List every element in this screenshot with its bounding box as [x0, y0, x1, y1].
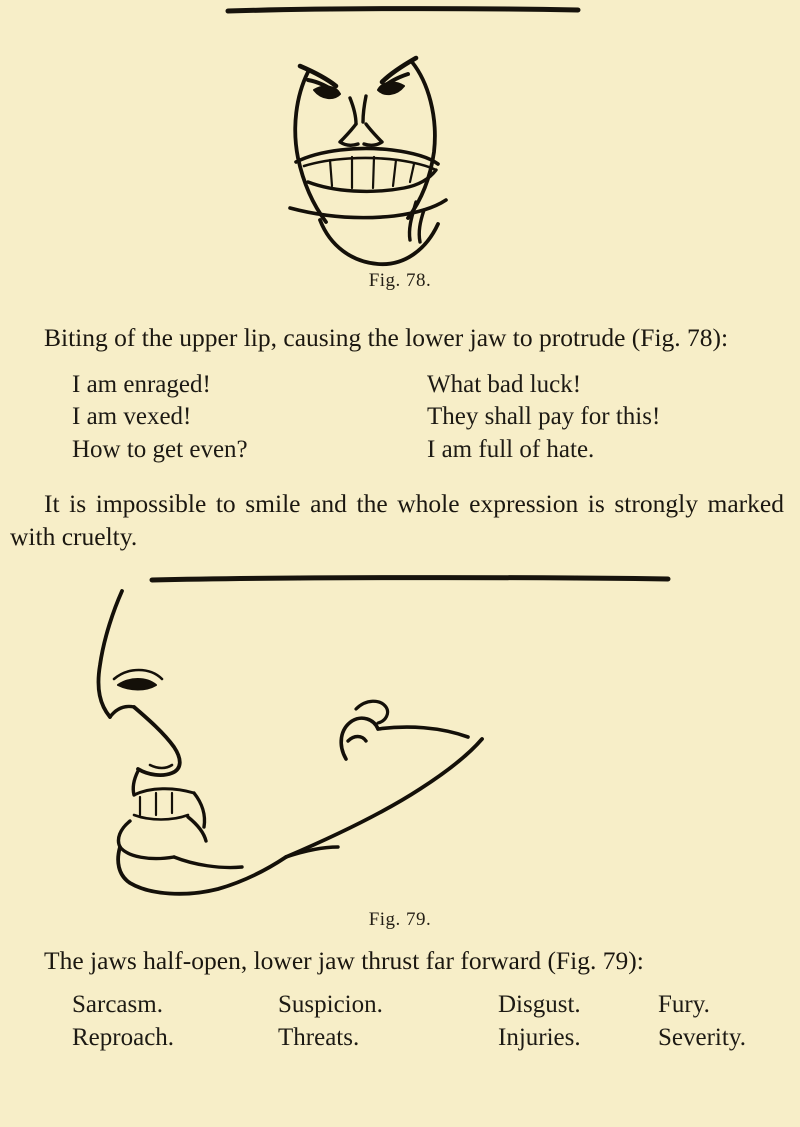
- word-list-column-1: [72, 988, 278, 1054]
- paragraph-impossible-to-smile: [0, 488, 800, 553]
- figure-78-block: [0, 0, 800, 292]
- figure-78-caption: Fig. 78.: [368, 270, 432, 291]
- figure-78-drawing: [180, 20, 620, 270]
- word-list-fig79: [0, 988, 800, 1054]
- list-item: I am vexed!: [72, 403, 192, 431]
- figure-79-top-rule: [0, 571, 800, 589]
- list-item: Fury.: [658, 991, 710, 1018]
- figure-79-block: [0, 571, 800, 931]
- figure-79-caption: Fig. 79.: [368, 909, 432, 931]
- word-list-column-3: [498, 988, 658, 1054]
- list-item: Sarcasm.: [72, 991, 163, 1018]
- phrase-list-column-1: [72, 369, 427, 467]
- paragraph-biting-upper-lip: [0, 322, 800, 355]
- phrase-list-column-2: [427, 369, 660, 467]
- list-item: They shall pay for this!: [427, 403, 661, 431]
- paragraph-3-text: The jaws half-open, lower jaw thrust far forward (Fig. 79):: [44, 946, 644, 976]
- list-item: How to get even?: [72, 435, 248, 463]
- word-list-column-4: [658, 988, 798, 1054]
- list-item: Severity.: [658, 1024, 746, 1051]
- paragraph-1-text: Biting of the upper lip, causing the lower jaw to protrude (Fig. 78):: [44, 323, 729, 352]
- list-item: I am full of hate.: [427, 435, 595, 463]
- figure-78-top-rule: [0, 0, 800, 20]
- list-item: Reproach.: [72, 1024, 175, 1051]
- list-item: What bad luck!: [427, 370, 582, 398]
- word-list-column-2: [278, 988, 498, 1054]
- list-item: Injuries.: [498, 1024, 581, 1051]
- list-item: I am enraged!: [72, 370, 211, 398]
- paragraph-jaws-half-open: [0, 945, 800, 978]
- phrase-list-fig78: [0, 369, 800, 467]
- list-item: Disgust.: [498, 991, 581, 1018]
- paragraph-2-text: It is impossible to smile and the whole expression is strongly marked with cruelty.: [10, 489, 784, 551]
- list-item: Suspicion.: [278, 991, 383, 1018]
- figure-79-drawing: [90, 589, 710, 909]
- list-item: Threats.: [278, 1024, 360, 1051]
